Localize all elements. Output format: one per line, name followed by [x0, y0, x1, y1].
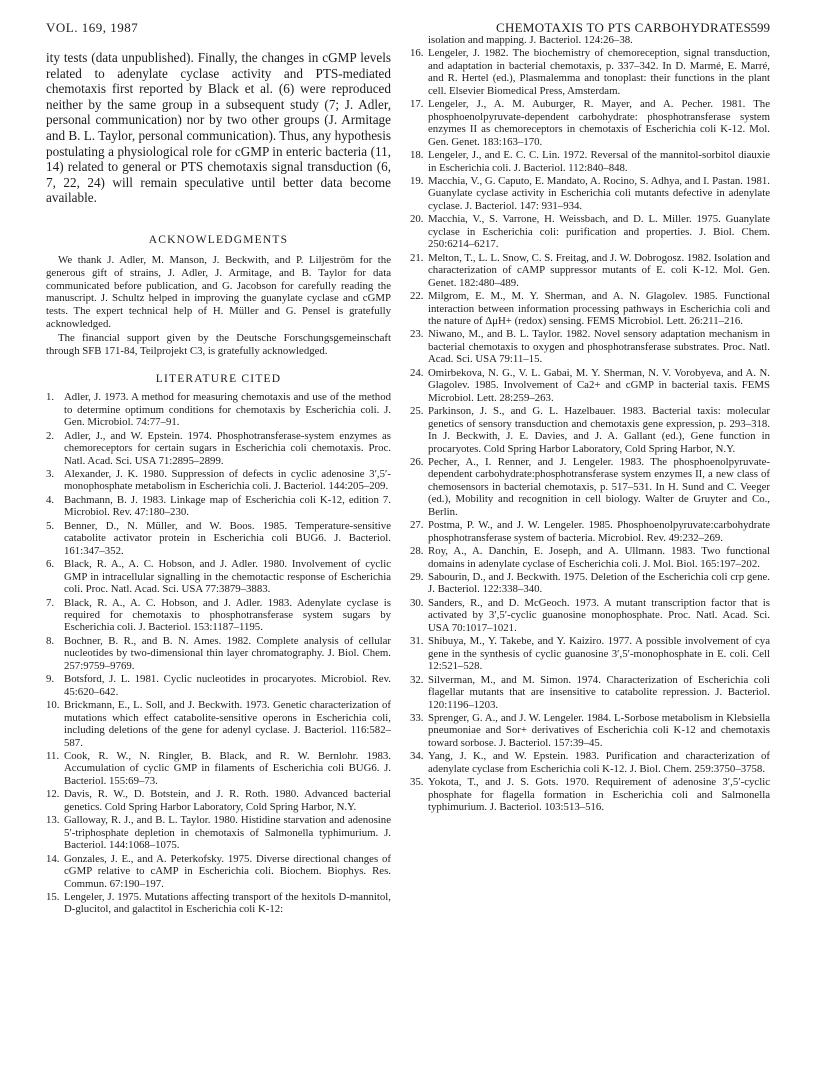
volume-label: VOL. 169, 1987 — [46, 20, 139, 35]
reference-text: Melton, T., L. L. Snow, C. S. Freitag, and J. W. Dobrogosz. 1982. Isolation and characterization of cAMP suppressor mutants of E. coli K-12. Mol. Gen. Genet. 182:480–489. — [428, 251, 770, 289]
reference-item — [46, 468, 391, 493]
reference-item — [410, 367, 770, 404]
reference-number: 31. — [410, 635, 424, 648]
reference-number: 16. — [410, 47, 424, 60]
reference-item — [46, 891, 391, 916]
reference-number: 5. — [46, 519, 55, 532]
reference-item — [46, 635, 391, 672]
reference-item — [410, 149, 770, 174]
reference-text: Lengeler, J. 1982. The biochemistry of chemoreception, signal transduction, and adaptation in bacterial chemotaxis, p. 337–342. In D. Marmé, E. Marré, and R. Hertel (ed.), Plasmalemma and tonoplast: their functions in the plant cell. Elsevier Biomedical Press, Amsterdam. — [428, 47, 770, 97]
reference-text: Macchia, V., S. Varrone, H. Weissbach, and D. L. Miller. 1975. Guanylate cyclase in Escherichia coli: purification and properties. J. Biol. Chem. 250:6214–6217. — [428, 213, 770, 251]
reference-number: 15. — [46, 890, 60, 903]
reference-item — [46, 750, 391, 787]
reference-text: Sabourin, D., and J. Beckwith. 1975. Deletion of the Escherichia coli crp gene. J. Bacteriol. 122:338–340. — [428, 571, 770, 596]
literature-heading: LITERATURE CITED — [155, 373, 282, 386]
reference-item — [410, 328, 770, 365]
acknowledgments-paragraph: The financial support given by the Deutsche Forschungsgemeinschaft through SFB 171-84, Teilprojekt C3, is gratefully acknowledged. — [46, 331, 391, 357]
reference-text: Alexander, J. K. 1980. Suppression of defects in cyclic adenosine 3′,5′-monophosphate metabolism in Escherichia coli. J. Bacteriol. 144:205–209. — [64, 468, 391, 493]
reference-item — [410, 213, 770, 250]
reference-item — [46, 853, 391, 890]
reference-text: Parkinson, J. S., and G. L. Hazelbauer. 1983. Bacterial taxis: molecular genetics of sensory transduction and chemotaxis gene expression, p. 293–318. In J. Beckwith, J. E. Davies, and J. A. Gallant (ed.), Gene function in procaryotes. Cold Spring Harbor Laboratory, Cold Spring Harbor, N.Y. — [428, 405, 770, 455]
reference-item — [410, 674, 770, 711]
reference-number: 10. — [46, 699, 60, 712]
reference-item — [46, 520, 391, 557]
reference-number: 9. — [46, 673, 55, 686]
reference-item — [410, 519, 770, 544]
reference-text: Lengeler, J. 1975. Mutations affecting transport of the hexitols D-mannitol, D-glucitol, and galactitol in Escherichia coli K-12: — [64, 890, 391, 916]
reference-number: 1. — [46, 391, 55, 404]
reference-text: Postma, P. W., and J. W. Lengeler. 1985. Phosphoenolpyruvate:carbohydrate phosphotransferase system of bacteria. Microbiol. Rev. 49:232–269. — [428, 519, 770, 544]
reference-text: Galloway, R. J., and B. L. Taylor. 1980. Histidine starvation and adenosine 5′-triphosphate depletion in chemotaxis of Salmonella typhimurium. J. Bacteriol. 144:1068–1075. — [64, 814, 391, 852]
reference-text: Gonzales, J. E., and A. Peterkofsky. 1975. Diverse directional changes of cGMP relative to cAMP in Escherichia coli. Biochem. Biophys. Res. Commun. 67:190–197. — [64, 852, 391, 890]
reference-text: Cook, R. W., N. Ringler, B. Black, and R. W. Bernlohr. 1983. Accumulation of cyclic GMP in filaments of Escherichia coli BUG6. J. Bacteriol. 155:69–73. — [64, 750, 391, 787]
reference-text: Black, R. A., A. C. Hobson, and J. Adler. 1983. Adenylate cyclase is required for chemotaxis to phosphotransferase system sugars by Escherichia coli. J. Bacteriol. 153:1187–1195. — [64, 596, 391, 634]
reference-number: 14. — [46, 852, 60, 865]
reference-item — [410, 98, 770, 148]
page-number: 599 — [750, 20, 770, 35]
reference-continuation: isolation and mapping. J. Bacteriol. 124:26–38. — [428, 34, 633, 46]
reference-item — [410, 545, 770, 570]
reference-item — [410, 597, 770, 634]
reference-text: Bachmann, B. J. 1983. Linkage map of Escherichia coli K-12, edition 7. Microbiol. Rev. 47:180–230. — [64, 493, 391, 519]
reference-item — [46, 558, 391, 595]
reference-item — [410, 712, 770, 749]
reference-number: 30. — [410, 596, 424, 609]
reference-item — [46, 673, 391, 698]
reference-item — [46, 699, 391, 749]
reference-number: 12. — [46, 788, 60, 801]
reference-text: Benner, D., N. Müller, and W. Boos. 1985. Temperature-sensitive catabolite activator protein in Escherichia coli BUG6. J. Bacteriol. 161:347–352. — [64, 519, 391, 557]
reference-number: 18. — [410, 149, 424, 162]
right-column — [410, 34, 770, 815]
reference-item — [410, 405, 770, 455]
reference-item — [410, 571, 770, 596]
reference-number: 34. — [410, 750, 424, 763]
reference-number: 25. — [410, 405, 424, 418]
left-column — [46, 50, 391, 917]
reference-item — [410, 290, 770, 327]
reference-text: Milgrom, E. M., M. Y. Sherman, and A. N. Glagolev. 1985. Functional interaction between information processing pathways in Escherichia coli and the nature of ΔμH+ (redox) sensing. FEMS Microbiol. Lett. 26:211–216. — [428, 290, 770, 327]
reference-list-left — [46, 391, 391, 916]
reference-text: Sprenger, G. A., and J. W. Lengeler. 1984. L-Sorbose metabolism in Klebsiella pneumoniae and Sor+ derivatives of Escherichia coli K-12 and chemotaxis toward sorbose. J. Bacteriol. 157:39–45. — [428, 712, 770, 749]
reference-number: 6. — [46, 558, 55, 571]
reference-text: Niwano, M., and B. L. Taylor. 1982. Novel sensory adaptation mechanism in bacterial chemotaxis to oxygen and phosphotransferase substrates. Proc. Natl. Acad. Sci. USA 79:11–15. — [428, 328, 770, 366]
reference-number: 2. — [46, 429, 55, 442]
reference-item — [410, 252, 770, 289]
reference-number: 24. — [410, 366, 424, 379]
reference-number: 8. — [46, 634, 55, 647]
reference-item — [410, 175, 770, 212]
reference-number: 22. — [410, 290, 424, 303]
acknowledgments-heading: ACKNOWLEDGMENTS — [148, 233, 289, 246]
reference-list-right — [410, 47, 770, 813]
discussion-paragraph: ity tests (data unpublished). Finally, the changes in cGMP levels related to adenylate cyclase activity and PTS-mediated chemotaxis first reported by Black et al. (6) were reproduced neither by the same group in a subsequent study (7; J. Adler, personal communication) nor by two other groups (J. Armitage and B. L. Taylor, personal communication). Thus, any hypothesis postulating a physiological role for cGMP in enteric bacteria (11, 14) related to general or PTS chemotaxis signal transduction (6, 7, 22, 24) will remain speculative until better data become available. — [46, 50, 391, 206]
reference-text: Silverman, M., and M. Simon. 1974. Characterization of Escherichia coli flagellar mutants that are insensitive to catabolite repression. J. Bacteriol. 120:1196–1203. — [428, 673, 770, 711]
reference-number: 19. — [410, 174, 424, 187]
reference-number: 33. — [410, 712, 424, 725]
reference-text: Bochner, B. R., and B. N. Ames. 1982. Complete analysis of cellular nucleotides by two-dimensional thin layer chromatography. J. Biol. Chem. 257:9759–9769. — [64, 634, 391, 672]
reference-text: Lengeler, J., and E. C. C. Lin. 1972. Reversal of the mannitol-sorbitol diauxie in Escherichia coli. J. Bacteriol. 112:840–848. — [428, 149, 770, 174]
reference-item — [46, 597, 391, 634]
reference-number: 35. — [410, 776, 424, 789]
reference-number: 7. — [46, 596, 55, 609]
reference-item — [46, 814, 391, 851]
reference-item — [410, 776, 770, 813]
reference-text: Adler, J. 1973. A method for measuring chemotaxis and use of the method to determine optimum conditions for chemotaxis by Escherichia coli. J. Gen. Microbiol. 74:77–91. — [64, 391, 391, 429]
reference-number: 11. — [46, 750, 60, 762]
reference-item — [410, 750, 770, 775]
reference-number: 4. — [46, 493, 55, 506]
reference-item — [46, 788, 391, 813]
reference-item — [410, 456, 770, 518]
reference-text: Omirbekova, N. G., V. L. Gabai, M. Y. Sherman, N. V. Vorobyeva, and A. N. Glagolev. 1985. Involvement of Ca2+ and cGMP in bacterial taxis. FEMS Microbiol. Lett. 28:259–263. — [428, 366, 770, 404]
reference-number: 17. — [410, 98, 424, 111]
reference-number: 29. — [410, 571, 424, 584]
reference-text: Adler, J., and W. Epstein. 1974. Phosphotransferase-system enzymes as chemoreceptors for certain sugars in Escherichia coli chemotaxis. Proc. Natl. Acad. Sci. USA 71:2895–2899. — [64, 429, 391, 467]
reference-text: Brickmann, E., L. Soll, and J. Beckwith. 1973. Genetic characterization of mutations which effect catabolite-sensitive operons in Escherichia coli, including deletions of the gene for adenyl cyclase. J. Bacteriol. 116:582–587. — [64, 699, 391, 749]
reference-text: Yokota, T., and J. S. Gots. 1970. Requirement of adenosine 3′,5′-cyclic phosphate for flagella formation in Escherichia coli and Salmonella typhimurium. J. Bacteriol. 103:513–516. — [428, 776, 770, 814]
reference-item — [410, 47, 770, 97]
reference-text: Sanders, R., and D. McGeoch. 1973. A mutant transcription factor that is activated by 3′,5′-cyclic guanosine monophosphate. Proc. Natl. Acad. Sci. USA 70:1017–1021. — [428, 596, 770, 634]
reference-text: Roy, A., A. Danchin, E. Joseph, and A. Ullmann. 1983. Two functional domains in adenylate cyclase of Escherichia coli. J. Mol. Biol. 165:197–202. — [428, 545, 770, 570]
reference-item — [410, 635, 770, 672]
reference-number: 20. — [410, 213, 424, 226]
reference-text: Black, R. A., A. C. Hobson, and J. Adler. 1980. Involvement of cyclic GMP in intracellular signalling in the chemotactic response of Escherichia coli. Proc. Natl. Acad. Sci. USA 77:3879–3883. — [64, 558, 391, 596]
reference-number: 26. — [410, 455, 424, 468]
reference-text: Davis, R. W., D. Botstein, and J. R. Roth. 1980. Advanced bacterial genetics. Cold Spring Harbor Laboratory, Cold Spring Harbor, N.Y. — [64, 788, 391, 813]
reference-number: 28. — [410, 545, 424, 558]
reference-item — [46, 430, 391, 467]
reference-number: 23. — [410, 328, 424, 341]
reference-text: Pecher, A., I. Renner, and J. Lengeler. 1983. The phosphoenolpyruvate-dependent carbohydrate:phosphotransferase system enzymes II, a new class of chemosensors in bacterial chemotaxis, p. 517–531. In H. Sund and C. Veeger (ed.), Mobility and recognition in cell biology. Walter de Gruyter and Co., Berlin. — [428, 455, 770, 518]
reference-number: 32. — [410, 673, 424, 686]
reference-text: Lengeler, J., A. M. Auburger, R. Mayer, and A. Pecher. 1981. The phosphoenolpyruvate-dependent carbohydrate: phosphotransferase system enzymes II as chemoreceptors in chemotaxis of Escherichia coli K-12. Mol. Gen. Genet. 183:163–170. — [428, 98, 770, 148]
reference-item — [46, 391, 391, 428]
reference-number: 3. — [46, 468, 55, 481]
reference-text: Shibuya, M., Y. Takebe, and Y. Kaiziro. 1977. A possible involvement of cya gene in the synthesis of cyclic guanosine 3′,5′-monophosphate in E. coli. Cell 12:521–528. — [428, 635, 770, 673]
running-title: CHEMOTAXIS TO PTS CARBOHYDRATES — [496, 20, 752, 35]
reference-text: Yang, J. K., and W. Epstein. 1983. Purification and characterization of adenylate cyclase from Escherichia coli K-12. J. Biol. Chem. 259:3750–3758. — [428, 750, 770, 775]
reference-number: 13. — [46, 814, 60, 827]
reference-number: 27. — [410, 519, 424, 532]
reference-item — [46, 494, 391, 519]
reference-number: 21. — [410, 251, 424, 264]
acknowledgments-paragraph: We thank J. Adler, M. Manson, J. Beckwith, and P. Liljeström for the generous gift of strains, J. Adler, J. Armitage, and B. Taylor for data communicated before publication, and G. Jacobson for carefully reading the manuscript. J. Schultz helped in improving the guanylate cyclase and cGMP tests. The expert technical help of H. Müller and G. Pensel is gratefully acknowledged. — [46, 253, 391, 330]
reference-text: Macchia, V., G. Caputo, E. Mandato, A. Rocino, S. Adhya, and I. Pastan. 1981. Guanylate cyclase activity in Escherichia coli mutants defective in adenylate cyclase. J. Bacteriol. 147: 931–934. — [428, 174, 770, 212]
reference-text: Botsford, J. L. 1981. Cyclic nucleotides in procaryotes. Microbiol. Rev. 45:620–642. — [64, 673, 391, 698]
